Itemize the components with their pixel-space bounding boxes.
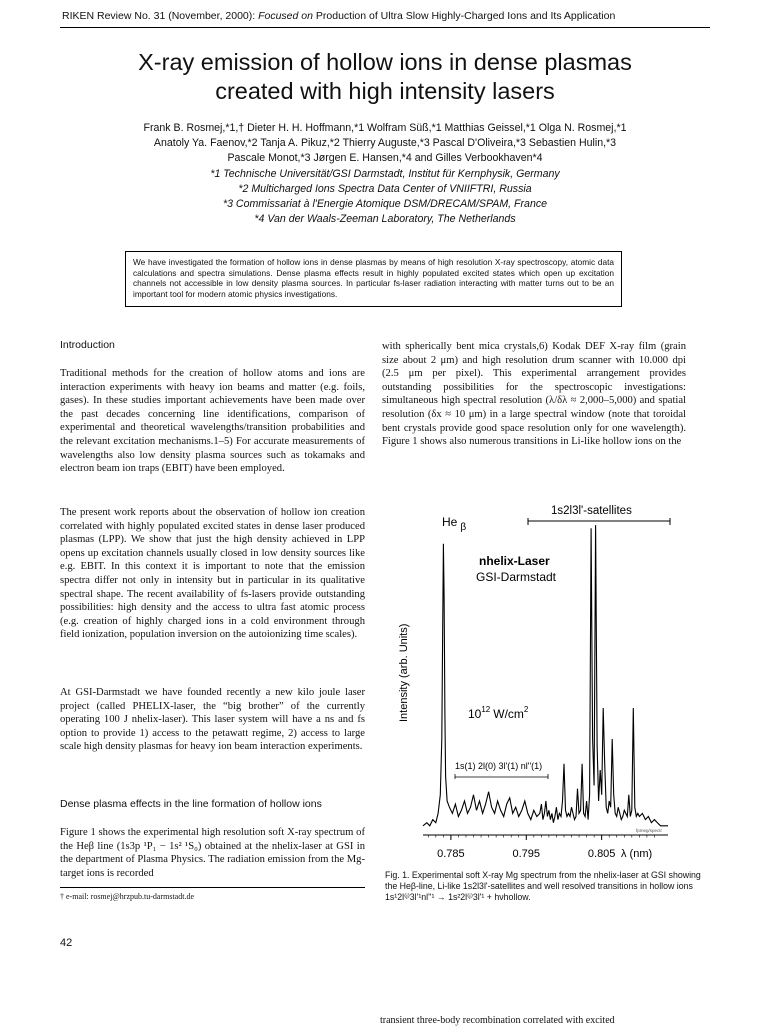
authors-line-2: Anatoly Ya. Faenov,*2 Tanja A. Pikuz,*2 Thierry Auguste,*3 Pascal D'Oliveira,*3 Sebastien Hulin,*3 — [153, 137, 617, 150]
footnote: † e-mail: rosmej@hrzpub.tu-darmstadt.de — [60, 892, 194, 901]
authors-line-1: Frank B. Rosmej,*1,† Dieter H. H. Hoffmann,*1 Wolfram Süß,*1 Matthias Geissel,*1 Olga N. Rosmej,*1 — [143, 122, 627, 134]
spectrum-figure — [378, 492, 718, 867]
section-2-paragraph-text: Figure 1 shows the experimental high resolution soft X-ray spectrum of the Heβ line (1s3p ¹P₁ − 1s² ¹S₀) obtained at the nhelix-laser at GSI in the department of Plasma Physics. The radiation emission from the Mg-target ions is recorded — [60, 827, 365, 879]
y-axis-label: Intensity (arb. Units) — [398, 623, 410, 722]
journal-name: RIKEN Review — [62, 10, 132, 22]
intro-paragraph-1 — [60, 367, 365, 476]
intro-paragraph-3-text: At GSI-Darmstadt we have founded recently a new kilo joule laser project (called PHELIX-laser, the “big brother” of the currently operating 100 J nhelix-laser). This laser system will have a ns and fs option to provide 1) access to the petawatt regime, 2) access to large scale high density plasmas for heavy ion beam interaction experiments. — [60, 687, 365, 753]
hollow-ion-label: 1s(1) 2l(0) 3l'(1) nl''(1) — [455, 761, 543, 771]
satellites-label: 1s2l3l'-satellites — [551, 505, 632, 517]
satellites-bracket — [528, 518, 670, 525]
paper-title — [60, 48, 710, 106]
chart-title-2: GSI-Darmstadt — [476, 570, 557, 584]
author-block — [60, 121, 710, 227]
figure-caption: Fig. 1. Experimental soft X-ray Mg spectrum from the nhelix-laser at GSI showing the Heβ-line, Li-like 1s2l3l'-satellites and well resolved transitions in hollow ions 1s¹2l⁽ʲ⁾3l'¹nl''¹ → 1s²2l⁽ʲ⁾3l'¹ + hνhollow. — [385, 870, 701, 902]
issue-topic: Production of Ultra Slow Highly-Charged Ions and Its Application — [315, 10, 616, 22]
intensity-unit: W/cm — [493, 707, 524, 721]
intro-paragraph-2 — [60, 506, 365, 642]
x-axis-label: λ (nm) — [621, 848, 653, 860]
section-2-heading: Dense plasma effects in the line formation of hollow ions — [60, 798, 322, 810]
intensity-label — [468, 705, 529, 721]
intensity-unit-exp: 2 — [523, 705, 529, 714]
he-beta-label — [442, 515, 466, 533]
intensity-base: 10 — [468, 707, 482, 721]
page-number: 42 — [60, 937, 73, 949]
affiliation-2: *2 Multicharged Ions Spectra Data Center of VNIIFTRI, Russia — [238, 182, 532, 195]
focused-label: Focused on — [258, 10, 313, 22]
right-paragraph-1 — [382, 340, 686, 449]
footnote-rule — [60, 887, 365, 888]
running-header — [62, 10, 615, 22]
he-beta-sub: β — [460, 522, 467, 533]
intro-paragraph-2-text: The present work reports about the observation of hollow ion creation correlated with highly populated excited states in dense laser produced plasmas (LPP). We show that just the high density achieved in LPP opens up excitation channels usually closed in low density sources like e.g. EBIT. In this context it is important to note that the emission spectra differ not only in intensity but in particular in its qualitative spectral shape. The recent availability of fs-lasers provide outstanding possibilities: high density and the access to ultra fast atomic process (e.g. creation of highly charged ions in a cold environment through field ionization, population inversion on the autoionizing time scales). — [60, 507, 365, 641]
header-rule — [60, 27, 710, 28]
intensity-exp: 12 — [481, 705, 491, 714]
hollow-ion-bracket — [455, 774, 548, 779]
title-line-1: X-ray emission of hollow ions in dense plasmas — [138, 49, 632, 75]
affiliation-4: *4 Van der Waals-Zeeman Laboratory, The Netherlands — [254, 213, 516, 226]
affiliation-1: *1 Technische Universität/GSI Darmstadt, Institut für Kernphysik, Germany — [210, 167, 560, 180]
x-tick-label: 0.785 — [437, 848, 465, 860]
issue-info: No. 31 (November, 2000): — [134, 10, 256, 22]
abstract-box: We have investigated the formation of hollow ions in dense plasmas by means of high resolution X-ray spectroscopy, atomic data calculations and spectra simulations. Dense plasma effects result in highly populated excited states which open up excitation channels not accessible in low density plasma sources. In particular fs-laser radiation interacting with matter turns out to be an important tool for modern atomic physics investigations. — [125, 251, 622, 307]
x-tick-label: 0.795 — [512, 848, 541, 860]
intro-paragraph-1-text: Traditional methods for the creation of hollow atoms and ions are interaction experiments with heavy ion beams and matter (e.g. foils, gases). In these studies important achievements have been made over the past decades concerning line identifications, comparison of experimental and theoretical wavelengths/transition probabilities and the relevant excitation mechanisms.1–5) For accurate measurements of wavelengths also low density plasma sources such as tokamaks and electron beam ion traps (EBIT) have been employed. — [60, 368, 365, 475]
next-column-fragment: transient three-body recombination correlated with excited — [380, 1015, 615, 1026]
figure-file-mark: fpmeg/spectr — [636, 828, 663, 833]
authors-line-3: Pascale Monot,*3 Jørgen E. Hansen,*4 and Gilles Verbookhaven*4 — [227, 152, 543, 165]
intro-heading: Introduction — [60, 339, 115, 351]
he-beta-main: He — [442, 515, 458, 529]
right-paragraph-1-text: with spherically bent mica crystals,6) Kodak DEF X-ray film (grain size about 2 μm) and high resolution drum scanner with 10.000 dpi (2.5 μm per pixel). This experimental arrangement provides outstanding possibilities for the spectroscopic investigations: simultaneous high spectral resolution (λ/δλ ≈ 2,000–5,000) and spatial resolution (δx ≈ 10 μm) in a large spectral window (note that toroidal bent crystals provide good space resolution only for one wavelength). Figure 1 shows also numerous transitions in Li-like hollow ions on the — [382, 341, 686, 448]
spectrum-plot — [398, 505, 670, 860]
intro-paragraph-3 — [60, 686, 365, 754]
chart-title-1: nhelix-Laser — [479, 554, 550, 568]
x-tick-label: 0.805 — [587, 848, 616, 860]
section-2-paragraph — [60, 826, 365, 880]
affiliation-3: *3 Commissariat à l'Energie Atomique DSM/DRECAM/SPAM, France — [222, 198, 548, 211]
title-line-2: created with high intensity lasers — [215, 78, 555, 104]
